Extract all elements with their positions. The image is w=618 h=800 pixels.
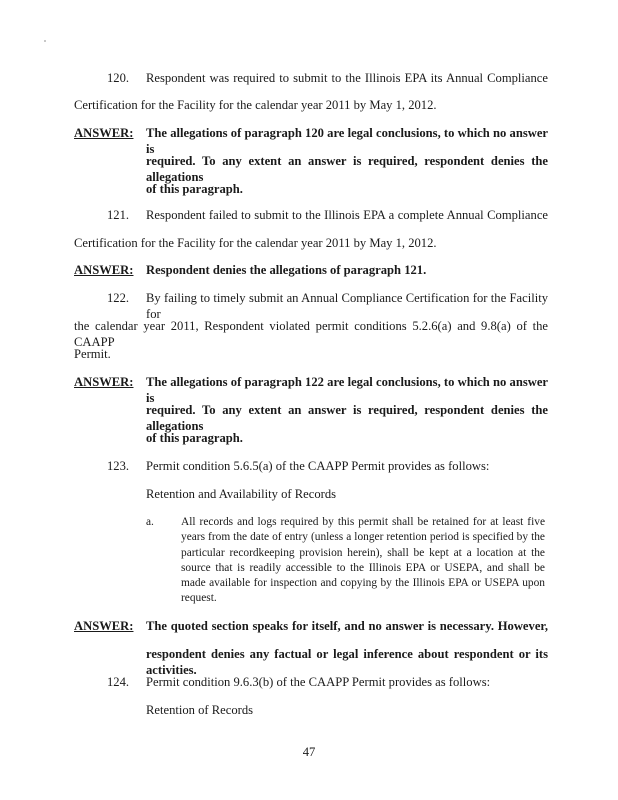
paragraph-text: Permit. xyxy=(74,347,111,361)
answer-label: ANSWER: xyxy=(74,375,134,389)
paragraph-text: Certification for the Facility for the calendar year 2011 by May 1, 2012. xyxy=(74,98,437,112)
answer-label: ANSWER: xyxy=(74,126,134,140)
paragraph-text: Respondent failed to submit to the Illinois EPA a complete Annual Compliance xyxy=(146,208,548,222)
answer-text: The allegations of paragraph 122 are legal conclusions, to which no answer is xyxy=(146,375,548,405)
page-number: 47 xyxy=(302,745,316,759)
paragraph-number: 121. xyxy=(107,208,130,222)
scan-speck xyxy=(44,40,46,42)
answer-text: required. To any extent an answer is required, respondent denies the allegations xyxy=(146,403,548,433)
answer-text: of this paragraph. xyxy=(146,182,243,196)
answer-text: of this paragraph. xyxy=(146,431,243,445)
paragraph-number: 120. xyxy=(107,71,130,85)
paragraph-text: Permit condition 5.6.5(a) of the CAAPP Permit provides as follows: xyxy=(146,459,490,473)
answer-text: required. To any extent an answer is required, respondent denies the allegations xyxy=(146,154,548,184)
paragraph-text: Permit condition 9.6.3(b) of the CAAPP Permit provides as follows: xyxy=(146,675,491,689)
answer-label: ANSWER: xyxy=(74,263,134,277)
paragraph-number: 122. xyxy=(107,291,130,305)
answer-text: respondent denies any factual or legal inference about respondent or its activities. xyxy=(146,647,548,677)
paragraph-text: the calendar year 2011, Respondent violated permit conditions 5.2.6(a) and 9.8(a) of the CAAPP xyxy=(74,319,548,349)
quote-list-label: a. xyxy=(146,516,154,528)
paragraph-text: By failing to timely submit an Annual Compliance Certification for the Facility for xyxy=(146,291,548,321)
answer-text: The quoted section speaks for itself, and no answer is necessary. However, xyxy=(146,619,548,633)
paragraph-number: 124. xyxy=(107,675,130,689)
answer-text: Respondent denies the allegations of paragraph 121. xyxy=(146,263,427,277)
paragraph-text: Respondent was required to submit to the Illinois EPA its Annual Compliance xyxy=(146,71,548,85)
quoted-permit-text: All records and logs required by this permit shall be retained for at least five years from the date of entry (unless a longer retention period is specified by the particular recordkeeping provision herein), shall be kept at a location at the source that is readily accessible to the Illinois EPA or USEPA, and shall be made available for inspection and copying by the Illinois EPA or USEPA upon request. xyxy=(181,516,545,605)
answer-label: ANSWER: xyxy=(74,619,134,633)
quote-subheading: Retention of Records xyxy=(146,703,254,717)
paragraph-number: 123. xyxy=(107,459,130,473)
paragraph-text: Certification for the Facility for the calendar year 2011 by May 1, 2012. xyxy=(74,236,437,250)
quote-subheading: Retention and Availability of Records xyxy=(146,487,337,501)
answer-text: The allegations of paragraph 120 are legal conclusions, to which no answer is xyxy=(146,126,548,156)
